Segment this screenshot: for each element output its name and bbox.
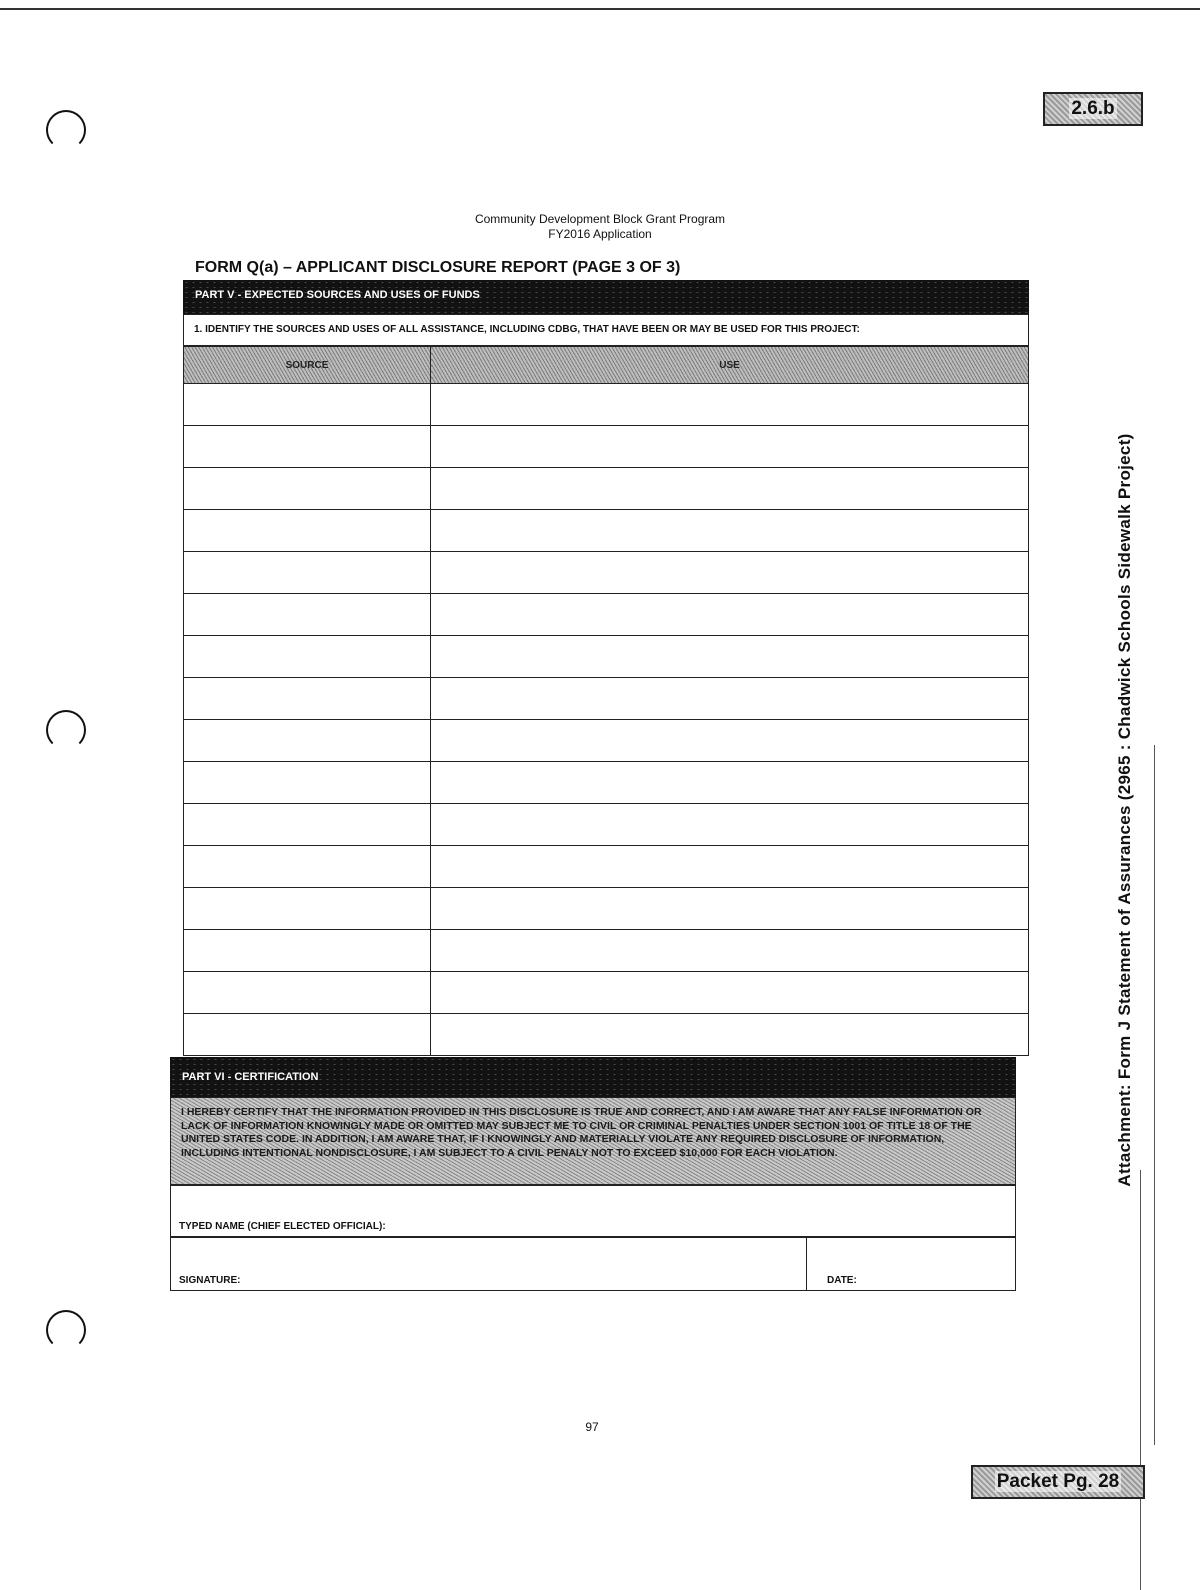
table-row [184, 468, 1029, 510]
table-row [184, 972, 1029, 1014]
table-row [184, 552, 1029, 594]
application-year: FY2016 Application [548, 227, 652, 241]
use-cell[interactable] [431, 846, 1029, 888]
table-row [184, 594, 1029, 636]
use-cell[interactable] [431, 426, 1029, 468]
sources-uses-table [183, 346, 1029, 1056]
table-row [184, 678, 1029, 720]
form-title: FORM Q(a) – APPLICANT DISCLOSURE REPORT (PAGE 3 OF 3) [195, 259, 681, 276]
source-cell[interactable] [184, 888, 431, 930]
source-cell[interactable] [184, 1014, 431, 1056]
source-cell[interactable] [184, 384, 431, 426]
use-cell[interactable] [431, 930, 1029, 972]
binder-hole-middle [46, 710, 86, 750]
use-cell[interactable] [431, 552, 1029, 594]
margin-rule [1154, 745, 1155, 1445]
use-cell[interactable] [431, 888, 1029, 930]
signature-date-row [170, 1237, 1016, 1291]
use-cell[interactable] [431, 636, 1029, 678]
source-cell[interactable] [184, 972, 431, 1014]
use-cell[interactable] [431, 1014, 1029, 1056]
program-name: Community Development Block Grant Program [474, 212, 726, 226]
typed-name-field[interactable] [170, 1185, 1016, 1237]
table-row [184, 510, 1029, 552]
table-row [184, 384, 1029, 426]
source-cell[interactable] [184, 720, 431, 762]
binder-hole-bottom [46, 1310, 86, 1350]
packet-page-tag: Packet Pg. 28 [971, 1465, 1145, 1499]
document-header [400, 212, 800, 242]
scan-top-edge [0, 8, 1200, 10]
use-column-header: USE [431, 347, 1029, 384]
table-row [184, 930, 1029, 972]
source-cell[interactable] [184, 678, 431, 720]
part-v-header: PART V - EXPECTED SOURCES AND USES OF FUNDS [183, 280, 1029, 314]
use-cell[interactable] [431, 594, 1029, 636]
source-cell[interactable] [184, 510, 431, 552]
source-cell[interactable] [184, 930, 431, 972]
use-cell[interactable] [431, 762, 1029, 804]
source-cell[interactable] [184, 426, 431, 468]
signature-label: SIGNATURE: [179, 1275, 241, 1286]
table-row [184, 1014, 1029, 1056]
margin-rule-lower [1140, 1170, 1141, 1590]
use-cell[interactable] [431, 468, 1029, 510]
source-cell[interactable] [184, 594, 431, 636]
table-row [184, 426, 1029, 468]
use-cell[interactable] [431, 384, 1029, 426]
use-cell[interactable] [431, 678, 1029, 720]
use-cell[interactable] [431, 720, 1029, 762]
source-cell[interactable] [184, 552, 431, 594]
use-cell[interactable] [431, 510, 1029, 552]
certification-statement: I HEREBY CERTIFY THAT THE INFORMATION PROVIDED IN THIS DISCLOSURE IS TRUE AND CORRECT, AND I AM AWARE THAT ANY FALSE INFORMATION OR LACK OF INFORMATION KNOWINGLY MADE OR OMITTED MAY SUBJECT ME TO CIVIL OR CRIMINAL PENALTIES UNDER SECTION 1001 OF TITLE 18 OF THE UNITED STATES CODE. IN ADDITION, I AM AWARE THAT, IF I KNOWINGLY AND MATERIALLY VIOLATE ANY REQUIRED DISCLOSURE OF INFORMATION, INCLUDING INTENTIONAL NONDISCLOSURE, I AM SUBJECT TO A CIVIL PENALY NOT TO EXCEED $10,000 FOR EACH VIOLATION. [170, 1097, 1016, 1185]
table-row [184, 888, 1029, 930]
source-cell[interactable] [184, 636, 431, 678]
source-cell[interactable] [184, 762, 431, 804]
table-row [184, 846, 1029, 888]
date-label: DATE: [827, 1275, 857, 1286]
attachment-number-tag: 2.6.b [1043, 92, 1143, 126]
use-cell[interactable] [431, 804, 1029, 846]
page-number: 97 [585, 1420, 599, 1434]
table-row [184, 636, 1029, 678]
typed-name-label: TYPED NAME (CHIEF ELECTED OFFICIAL): [179, 1221, 386, 1232]
part-v-instruction: 1. IDENTIFY THE SOURCES AND USES OF ALL ASSISTANCE, INCLUDING CDBG, THAT HAVE BEEN OR MAY BE USED FOR THIS PROJECT: [183, 314, 1029, 346]
source-cell[interactable] [184, 804, 431, 846]
table-row [184, 720, 1029, 762]
binder-hole-top [46, 110, 86, 150]
source-column-header: SOURCE [184, 347, 431, 384]
table-row [184, 804, 1029, 846]
source-cell[interactable] [184, 846, 431, 888]
use-cell[interactable] [431, 972, 1029, 1014]
source-cell[interactable] [184, 468, 431, 510]
part-vi-header: PART VI - CERTIFICATION [170, 1057, 1016, 1097]
table-row [184, 762, 1029, 804]
signature-date-divider [806, 1238, 807, 1290]
